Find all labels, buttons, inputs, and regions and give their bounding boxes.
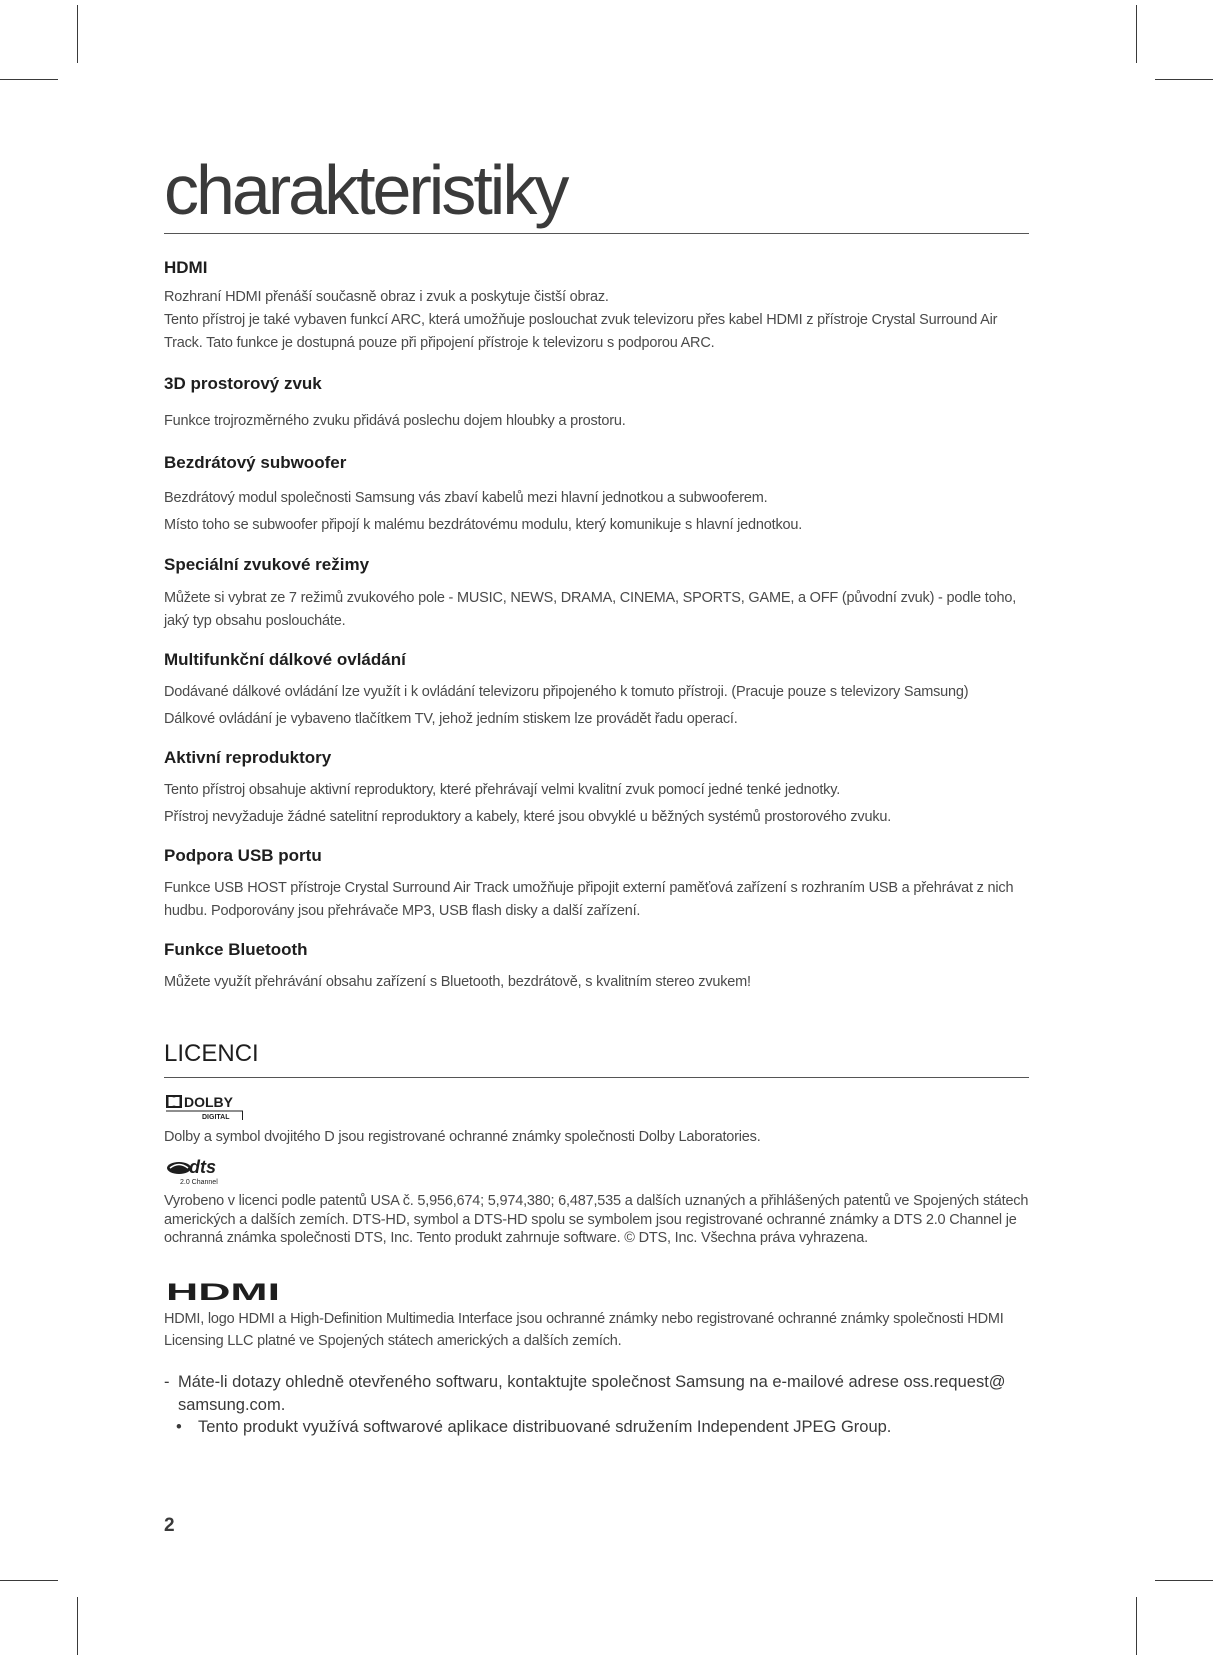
feature-text: Dodávané dálkové ovládání lze využít i k ovládání televizoru připojeného k tomuto přístroji. (Pracuje pouze s televizory Samsung) <box>164 684 969 700</box>
hdmi-logo <box>166 1281 281 1303</box>
open-source-note <box>164 1371 1034 1416</box>
feature-heading: Podpora USB portu <box>164 846 322 865</box>
feature-text: Tento přístroj obsahuje aktivní reproduktory, které přehrávají velmi kvalitní zvuk pomocí jedné tenké jednotky. <box>164 782 841 798</box>
features-section <box>164 258 1034 994</box>
crop-mark <box>1155 1580 1213 1581</box>
dts-license <box>164 1192 1034 1248</box>
feature-heading: 3D prostorový zvuk <box>164 374 322 393</box>
feature-wireless-subwoofer <box>164 453 1034 537</box>
dash-mark: - <box>164 1373 170 1391</box>
feature-3d-sound <box>164 374 1034 433</box>
crop-mark <box>77 5 78 63</box>
jpeg-note <box>164 1416 1034 1439</box>
feature-heading: Multifunkční dálkové ovládání <box>164 650 406 669</box>
page-number: 2 <box>164 1515 175 1536</box>
feature-heading: Aktivní reproduktory <box>164 748 332 767</box>
feature-text: Rozhraní HDMI přenáší současně obraz i zvuk a poskytuje čistší obraz. <box>164 289 609 305</box>
crop-mark <box>1136 1597 1137 1655</box>
feature-heading: HDMI <box>164 258 208 277</box>
bullet-mark: • <box>176 1418 182 1436</box>
open-source-note-text: Máte-li dotazy ohledně otevřeného softwaru, kontaktujte společnost Samsung na e-mailové adrese oss.request@ samsung.com. <box>178 1373 1006 1414</box>
crop-mark <box>0 1580 58 1581</box>
title-divider <box>164 233 1029 234</box>
dts-logo-subtext: 2.0 Channel <box>180 1179 218 1186</box>
hdmi-license-text: HDMI, logo HDMI a High-Definition Multimedia Interface jsou ochranné známky nebo registrované ochranné známky společnosti HDMI Licensing LLC platné ve Spojených státech amerických a dalších zemích. <box>164 1311 1004 1349</box>
feature-heading: Funkce Bluetooth <box>164 940 308 959</box>
notes-section <box>164 1371 1034 1439</box>
crop-mark <box>77 1597 78 1655</box>
dolby-digital-logo <box>166 1094 244 1121</box>
dts-logo <box>166 1158 234 1186</box>
feature-text: Funkce trojrozměrného zvuku přidává poslechu dojem hloubky a prostoru. <box>164 413 626 429</box>
dolby-logo-subtext: DIGITAL <box>202 1114 230 1121</box>
feature-hdmi <box>164 258 1034 355</box>
feature-active-speakers <box>164 748 1034 829</box>
feature-text: Místo toho se subwoofer připojí k malému bezdrátovému modulu, který komunikuje s hlavní jednotkou. <box>164 517 803 533</box>
feature-text: Můžete si vybrat ze 7 režimů zvukového pole - MUSIC, NEWS, DRAMA, CINEMA, SPORTS, GAME, a OFF (původní zvuk) - podle toho, jaký typ obsahu posloucháte. <box>164 590 1017 629</box>
crop-mark <box>1155 79 1213 80</box>
feature-heading: Speciální zvukové režimy <box>164 555 370 574</box>
dts-logo-text: dts <box>189 1158 216 1177</box>
jpeg-note-text: Tento produkt využívá softwarové aplikace distribuované sdružením Independent JPEG Group. <box>198 1418 892 1436</box>
licenses-divider <box>164 1077 1029 1078</box>
feature-bluetooth <box>164 940 1034 994</box>
page-title: charakteristiky <box>164 151 567 229</box>
dolby-license-text: Dolby a symbol dvojitého D jsou registrované ochranné známky společnosti Dolby Laboratories. <box>164 1129 761 1145</box>
feature-usb-port <box>164 846 1034 923</box>
dts-license-text: Vyrobeno v licenci podle patentů USA č. 5,956,674; 5,974,380; 6,487,535 a dalších uznaných a přihlášených patentů ve Spojených státech amerických a dalších zemích. DTS-HD, symbol a DTS-HD spolu se symbolem jsou registrované ochranné známky a DTS 2.0 Channel je ochranná známka společnosti DTS, Inc. Tento produkt zahrnuje software. © DTS, Inc. Všechna práva vyhrazena. <box>164 1193 1029 1246</box>
feature-text: Bezdrátový modul společnosti Samsung vás zbaví kabelů mezi hlavní jednotkou a subwooferem. <box>164 490 768 506</box>
feature-text: Tento přístroj je také vybaven funkcí ARC, která umožňuje poslouchat zvuk televizoru přes kabel HDMI z přístroje Crystal Surround Air Track. Tato funkce je dostupná pouze při připojení přístroje k televizoru s podporou ARC. <box>164 312 998 351</box>
crop-mark <box>0 79 58 80</box>
feature-sound-modes <box>164 555 1034 633</box>
dolby-logo-text: DOLBY <box>184 1094 233 1110</box>
dolby-license <box>164 1128 1034 1147</box>
licenses-title: LICENCI <box>164 1040 259 1067</box>
feature-text: Dálkové ovládání je vybaveno tlačítkem TV, jehož jedním stiskem lze provádět řadu operací. <box>164 711 738 727</box>
crop-mark <box>1136 5 1137 63</box>
feature-text: Můžete využít přehrávání obsahu zařízení s Bluetooth, bezdrátově, s kvalitním stereo zvukem! <box>164 974 751 990</box>
feature-remote-control <box>164 650 1034 731</box>
hdmi-license <box>164 1308 1034 1352</box>
feature-text: Přístroj nevyžaduje žádné satelitní reproduktory a kabely, které jsou obvyklé u běžných systémů prostorového zvuku. <box>164 809 892 825</box>
hdmi-logo-text: HDMI <box>166 1281 280 1303</box>
feature-text: Funkce USB HOST přístroje Crystal Surround Air Track umožňuje připojit externí paměťová zařízení s rozhraním USB a přehrávat z nich hudbu. Podporovány jsou přehrávače MP3, USB flash disky a další zařízení. <box>164 880 1014 919</box>
feature-heading: Bezdrátový subwoofer <box>164 453 347 472</box>
